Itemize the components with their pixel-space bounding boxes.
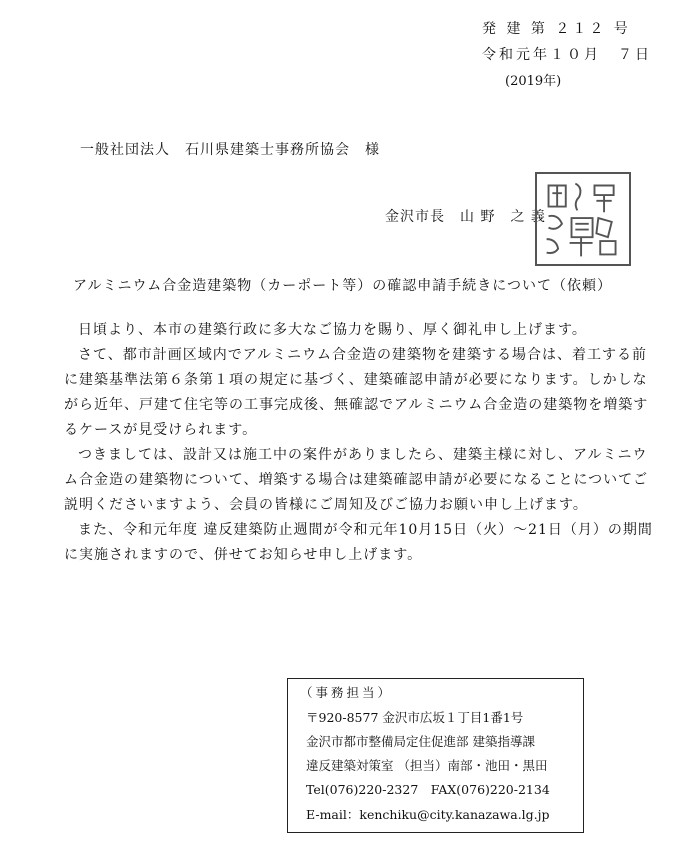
contact-department: 金沢市都市整備局定住促進部 建築指導課 (306, 734, 535, 749)
document-number: 発 建 第 ２１２ 号 (482, 21, 631, 37)
contact-office: 違反建築対策室 （担当）南部・池田・黒田 (306, 758, 548, 773)
contact-address: 〒920-8577 金沢市広坂１丁目1番1号 (306, 710, 524, 725)
sender: 金沢市長 山 野 之 義 (385, 209, 546, 225)
body-paragraph: 日頃より、本市の建築行政に多大なご協力を賜り、厚く御礼申し上げます。 (78, 322, 587, 338)
body-paragraph: さて、都市計画区域内でアルミニウム合金造の建築物を建築する場合は、着工する前に建築基準法第６条第１項の規定に基づく、建築確認申請が必要になります。しかしながら近年、戸建て住宅等の工事完成後、無確認でアルミニウム合金造の建築物を増築するケースが見受けられます。 (64, 347, 649, 438)
body-paragraph: また、令和元年度 違反建築防止週間が令和元年10月15日（火）〜21日（月）の期間に実施されますので、併せてお知らせ申し上げます。 (64, 522, 653, 563)
contact-phone-fax: Tel(076)220-2327 FAX(076)220-2134 (306, 782, 550, 797)
document-date: 令和元年１０月 ７日 (482, 47, 652, 63)
contact-heading: （事務担当） (300, 685, 394, 700)
document-subject: アルミニウム合金造建築物（カーポート等）の確認申請手続きについて（依頼） (73, 278, 613, 294)
body-paragraph: つきましては、設計又は施工中の案件がありましたら、建築主様に対し、アルミニウム合金造の建築物について、増築する場合は建築確認申請が必要になることについてご説明くださいますよう、会員の皆様にご周知及びご協力お願い申し上げます。 (64, 447, 649, 513)
document-year-note: (2019年) (505, 74, 562, 89)
addressee: 一般社団法人 石川県建築士事務所協会 様 (80, 142, 380, 158)
official-seal (535, 172, 631, 266)
contact-email: E-mail：kenchiku@city.kanazawa.lg.jp (306, 807, 550, 822)
seal-icon (537, 174, 629, 264)
document-body (64, 318, 654, 568)
contact-box (287, 678, 584, 833)
